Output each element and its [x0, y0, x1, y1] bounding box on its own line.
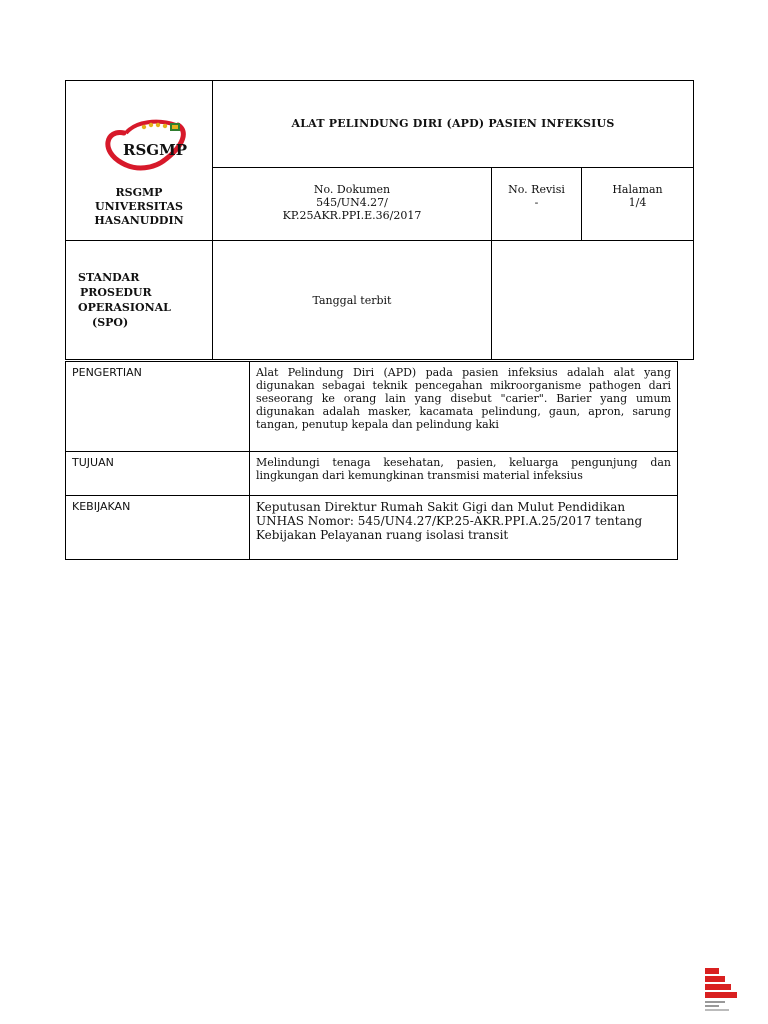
spo-line-1: STANDAR: [78, 271, 140, 284]
issue-date-cell: [213, 241, 492, 360]
revision-value: -: [534, 195, 539, 209]
spo-line-3: OPERASIONAL: [78, 301, 171, 314]
institution-name: [66, 186, 212, 228]
rsgmp-logo-icon: [96, 111, 206, 171]
spo-line-2: PROSEDUR: [80, 286, 152, 299]
institution-line-3: HASANUDDIN: [94, 214, 184, 227]
section-text: Keputusan Direktur Rumah Sakit Gigi dan Mulut Pendidikan UNHAS Nomor: 545/UN4.27/KP.25-AKR.PPI.A.25/2017 tentang Kebijakan Pelayanan ruang isolasi transit: [250, 496, 678, 560]
section-label: KEBIJAKAN: [66, 496, 250, 560]
spo-line-4: (SPO): [92, 316, 129, 329]
logo-cell: [66, 81, 213, 241]
issue-date-value-cell: [492, 241, 694, 360]
revision-label: No. Revisi: [508, 182, 565, 196]
doc-number-label: No. Dokumen: [313, 182, 391, 196]
section-label: TUJUAN: [66, 452, 250, 496]
institution-line-1: RSGMP: [115, 186, 163, 199]
header-table: [65, 80, 694, 360]
section-text: Melindungi tenaga kesehatan, pasien, keluarga pengunjung dan lingkungan dari kemungkinan transmisi material infeksius: [250, 452, 678, 496]
doc-number-line-1: 545/UN4.27/: [316, 195, 388, 209]
spo-cell: [66, 241, 213, 360]
page-value: 1/4: [628, 195, 647, 209]
document-title-text: ALAT PELINDUNG DIRI (APD) PASIEN INFEKSIUS: [291, 117, 615, 131]
content-table: [65, 361, 678, 560]
table-row: [66, 362, 678, 452]
quality-certification-icon: [703, 966, 739, 1014]
table-row: [66, 496, 678, 560]
issue-date-label: Tanggal terbit: [312, 293, 392, 307]
table-row: [66, 452, 678, 496]
section-label: PENGERTIAN: [66, 362, 250, 452]
doc-number-cell: [213, 167, 492, 240]
document-title: [213, 81, 694, 168]
section-text: Alat Pelindung Diri (APD) pada pasien infeksius adalah alat yang digunakan sebagai teknik pencegahan mikroorganisme pathogen dari seseorang ke orang lain yang disebut "carier". Barier yang umum digunakan adalah masker, kacamata pelindung, gaun, apron, sarung tangan, penutup kepala dan pelindung kaki: [250, 362, 678, 452]
page-cell: [582, 167, 694, 240]
page-label: Halaman: [612, 182, 663, 196]
revision-cell: [492, 167, 582, 240]
logo-text: RSGMP: [123, 141, 187, 159]
doc-number-line-2: KP.25AKR.PPI.E.36/2017: [282, 208, 422, 222]
institution-line-2: UNIVERSITAS: [94, 200, 183, 213]
